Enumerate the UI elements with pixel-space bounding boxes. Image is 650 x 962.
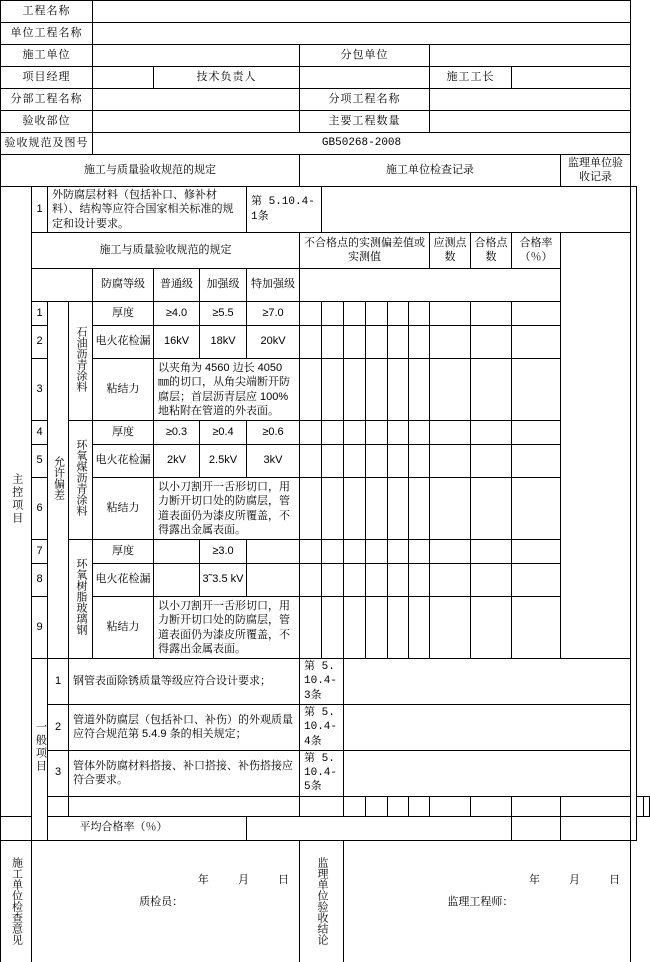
grid-cell[interactable]: [300, 597, 322, 659]
measure-row-1-item: 厚度: [93, 302, 154, 326]
measure-row-2-enhanced: 18kV: [200, 326, 247, 359]
grid-cell[interactable]: [344, 478, 366, 540]
measure-row-2-item: 电火花检漏: [93, 326, 154, 359]
measure-row-5-item: 电火花检漏: [93, 445, 154, 478]
measure-row-8-enhanced: 3˜3.5 kV: [200, 564, 247, 597]
grid-cell[interactable]: [430, 796, 471, 816]
pass-count-cell[interactable]: [471, 421, 512, 445]
pass-rate-cell[interactable]: [512, 359, 561, 421]
pass-count-cell[interactable]: [471, 326, 512, 359]
grade-head-record-blank[interactable]: [300, 269, 561, 302]
measure-row-1-enhanced: ≥5.5: [200, 302, 247, 326]
grid-cell[interactable]: [388, 326, 409, 359]
grid-cell[interactable]: [409, 540, 430, 564]
main-quantity-label: 主要工程数量: [300, 111, 430, 133]
grid-cell[interactable]: [300, 540, 322, 564]
pass-rate-cell[interactable]: [512, 445, 561, 478]
measure-row-4-no: 4: [32, 421, 48, 445]
general-row-3-text: 管体外防腐材料搭接、补口搭接、补伤搭接应符合要求。: [69, 750, 300, 796]
measure-row-1-extra: ≥7.0: [247, 302, 300, 326]
grid-cell[interactable]: [366, 302, 388, 326]
grid-cell[interactable]: [300, 302, 322, 326]
measure-row-7: [1, 540, 650, 564]
pass-count-cell[interactable]: [471, 540, 512, 564]
grid-cell[interactable]: [322, 597, 344, 659]
should-count-cell[interactable]: [430, 564, 471, 597]
measure-row-7-enhanced: ≥3.0: [200, 540, 247, 564]
col-head-spec-rules: 施工与质量验收规范的规定: [1, 155, 300, 187]
spec-code-value[interactable]: GB50268-2008: [93, 133, 631, 155]
measure-row-7-extra: [247, 540, 300, 564]
construction-date-month: 月: [237, 873, 249, 886]
grid-cell[interactable]: [409, 302, 430, 326]
measure-row-6: [1, 478, 650, 540]
measure-row-4: [1, 421, 650, 445]
average-rate-row: [1, 816, 650, 840]
material-cell-3: [69, 540, 93, 659]
acceptance-part-value[interactable]: [93, 111, 300, 133]
grid-cell[interactable]: [409, 445, 430, 478]
col-head-supervisor-record: 监理单位验收记录: [561, 155, 631, 187]
subdivision-name-value[interactable]: [430, 89, 631, 111]
section-title-main-text: 主控项目: [10, 473, 23, 526]
pass-rate-cell[interactable]: [512, 478, 561, 540]
should-count-cell[interactable]: [430, 540, 471, 564]
grid-cell[interactable]: [409, 564, 430, 597]
measure-row-9-no: 9: [32, 597, 48, 659]
average-rate-label: 平均合格率（％）: [1, 816, 247, 840]
grid-cell[interactable]: [344, 326, 366, 359]
project-name-value[interactable]: [93, 1, 631, 23]
should-count-cell[interactable]: [430, 326, 471, 359]
main-item-1-clause: 第 5.10.4-1条: [247, 187, 322, 233]
grid-cell[interactable]: [322, 445, 344, 478]
grid-cell[interactable]: [322, 359, 344, 421]
supervisor-spare-cell[interactable]: [643, 796, 649, 816]
general-row-3-no: 3: [48, 750, 69, 796]
grid-cell[interactable]: [366, 540, 388, 564]
unit-project-name-label: 单位工程名称: [1, 23, 93, 45]
construction-date-day: 日: [278, 873, 289, 886]
project-manager-label: 项目经理: [1, 67, 93, 89]
grade-head-row: [1, 269, 650, 302]
should-count-cell[interactable]: [430, 302, 471, 326]
should-count-cell[interactable]: [430, 445, 471, 478]
spare-no[interactable]: [48, 796, 69, 816]
general-row-1-clause: 第 5.10.4-3条: [300, 659, 344, 705]
section-title-main: [1, 187, 32, 817]
material-cell-2-text: 环氧煤沥青涂料: [75, 439, 87, 517]
measure-row-7-item: 厚度: [93, 540, 154, 564]
general-row-2-record[interactable]: [344, 704, 637, 750]
main-item-1-record[interactable]: [322, 187, 631, 233]
footer-row: [1, 840, 650, 962]
grid-cell[interactable]: [300, 564, 322, 597]
average-rate-supervisor-cell[interactable]: [512, 816, 561, 840]
measure-row-6-no: 6: [32, 478, 48, 540]
measure-row-6-description: 以小刀割开一舌形切口，用力断开切口处的防腐层，管道表面仍为漆皮所覆盖，不得露出金属表面。: [154, 478, 300, 540]
acceptance-part-label: 验收部位: [1, 111, 93, 133]
grid-cell[interactable]: [300, 421, 322, 445]
measure-row-8-no: 8: [32, 564, 48, 597]
tolerance-label-text: 允许偏差: [52, 455, 65, 500]
grid-cell[interactable]: [388, 421, 409, 445]
grid-cell[interactable]: [344, 540, 366, 564]
header-row-acceptance-part: [1, 111, 650, 133]
pass-rate-cell[interactable]: [512, 421, 561, 445]
grid-cell[interactable]: [366, 597, 388, 659]
measure-row-5-normal: 2kV: [154, 445, 200, 478]
pass-count-cell[interactable]: [471, 302, 512, 326]
grid-cell[interactable]: [322, 421, 344, 445]
average-rate-value[interactable]: [247, 816, 512, 840]
inspector-label: 质检员：: [139, 896, 184, 909]
pass-rate-cell[interactable]: [512, 326, 561, 359]
header-row-manager: [1, 67, 650, 89]
measure-row-2: [1, 326, 650, 359]
grid-cell[interactable]: [388, 796, 409, 816]
pass-count-cell[interactable]: [471, 445, 512, 478]
measure-row-1: [1, 302, 650, 326]
construction-unit-value[interactable]: [93, 45, 300, 67]
construction-unit-label: 施工单位: [1, 45, 93, 67]
grid-cell[interactable]: [471, 796, 512, 816]
grid-cell[interactable]: [300, 359, 322, 421]
general-row-1-text: 钢管表面除锈质量等级应符合设计要求；: [69, 659, 300, 705]
measure-row-6-item: 粘结力: [93, 478, 154, 540]
grid-cell[interactable]: [366, 478, 388, 540]
grade-head-normal: 普通级: [154, 269, 200, 302]
table-head-row: [1, 155, 650, 187]
material-cell-2: [69, 421, 93, 540]
general-row-1: [1, 659, 650, 705]
grid-cell[interactable]: [366, 564, 388, 597]
measure-row-4-extra: ≥0.6: [247, 421, 300, 445]
grid-cell[interactable]: [366, 359, 388, 421]
measure-row-9-description: 以小刀割开一舌形切口，用力断开切口处的防腐层，管道表面仍为漆皮所覆盖，不得露出金属表面。: [154, 597, 300, 659]
grade-head-extra: 特加强级: [247, 269, 300, 302]
grid-cell[interactable]: [409, 478, 430, 540]
grid-cell[interactable]: [322, 540, 344, 564]
grid-cell[interactable]: [409, 796, 430, 816]
unit-project-name-value[interactable]: [93, 23, 631, 45]
measure-row-8-item: 电火花检漏: [93, 564, 154, 597]
main-quantity-value[interactable]: [430, 111, 631, 133]
measure-row-4-normal: ≥0.3: [154, 421, 200, 445]
grid-cell[interactable]: [300, 326, 322, 359]
sub-head-spec-rules: 施工与质量验收规范的规定: [32, 233, 300, 269]
grid-cell[interactable]: [388, 478, 409, 540]
main-item-1-row: [1, 187, 650, 233]
measure-row-4-enhanced: ≥0.4: [200, 421, 247, 445]
section-title-general-text: 一般项目: [34, 721, 47, 774]
measure-row-5-extra: 3kV: [247, 445, 300, 478]
measure-row-2-extra: 20kV: [247, 326, 300, 359]
supervisor-date-day: 日: [609, 873, 621, 886]
project-manager-value[interactable]: [93, 67, 154, 89]
sub-head-row: [1, 233, 650, 269]
main-item-1-no: 1: [32, 187, 48, 233]
division-name-label: 分部工程名称: [1, 89, 93, 111]
sub-head-deviation: 不合格点的实测偏差值或实测值: [300, 233, 430, 269]
measure-row-1-normal: ≥4.0: [154, 302, 200, 326]
general-spare-row: [1, 796, 650, 816]
pass-count-cell[interactable]: [561, 796, 631, 816]
header-row-spec: [1, 133, 650, 155]
foreman-value[interactable]: [512, 67, 631, 89]
spare-text[interactable]: [69, 796, 300, 816]
general-row-1-record[interactable]: [344, 659, 637, 705]
measure-row-7-no: 7: [32, 540, 48, 564]
spare-clause[interactable]: [300, 796, 344, 816]
measure-row-5-no: 5: [32, 445, 48, 478]
grid-cell[interactable]: [388, 359, 409, 421]
supervisor-date-year: 年: [528, 873, 540, 886]
grid-cell[interactable]: [388, 302, 409, 326]
grid-cell[interactable]: [366, 796, 388, 816]
general-row-3-record[interactable]: [344, 750, 637, 796]
header-row-project-name: [1, 1, 650, 23]
construction-opinion-area[interactable]: [32, 840, 300, 962]
measure-row-3-item: 粘结力: [93, 359, 154, 421]
pass-rate-cell[interactable]: [512, 302, 561, 326]
measure-row-9: [1, 597, 650, 659]
measure-row-5: [1, 445, 650, 478]
grid-cell[interactable]: [344, 445, 366, 478]
grid-cell[interactable]: [388, 445, 409, 478]
should-count-cell[interactable]: [512, 796, 561, 816]
construction-opinion-label: [1, 840, 32, 962]
col-head-check-record: 施工单位检查记录: [300, 155, 561, 187]
subcontract-unit-value[interactable]: [430, 45, 631, 67]
main-item-1-text: 外防腐层材料（包括补口、修补材料）、结构等应符合国家相关标准的规定和设计要求。: [48, 187, 247, 233]
grid-cell[interactable]: [344, 564, 366, 597]
grid-cell[interactable]: [409, 597, 430, 659]
measure-row-8-normal: [154, 564, 200, 597]
supervisor-conclusion-label-text: 监理单位验收结论: [316, 856, 328, 945]
supervisor-date-month: 月: [569, 873, 581, 886]
material-cell-1: [69, 302, 93, 421]
measure-row-8: [1, 564, 650, 597]
header-row-division: [1, 89, 650, 111]
supervisor-engineer-label: 监理工程师：: [447, 896, 514, 909]
general-row-1-no: 1: [48, 659, 69, 705]
supervisor-date: [503, 874, 620, 888]
spec-code-label: 验收规范及图号: [1, 133, 93, 155]
grid-cell[interactable]: [322, 564, 344, 597]
pass-count-cell[interactable]: [471, 478, 512, 540]
construction-date: [172, 874, 289, 888]
measure-row-2-no: 2: [32, 326, 48, 359]
should-count-cell[interactable]: [430, 597, 471, 659]
measure-row-2-normal: 16kV: [154, 326, 200, 359]
grid-cell[interactable]: [344, 359, 366, 421]
sub-head-pass-rate: 合格率（％）: [512, 233, 561, 269]
grid-cell[interactable]: [300, 445, 322, 478]
should-count-cell[interactable]: [430, 421, 471, 445]
material-cell-3-text: 环氧树脂玻璃钢: [75, 558, 87, 636]
general-row-2-clause: 第 5.10.4-4条: [300, 704, 344, 750]
subcontract-unit-label: 分包单位: [300, 45, 430, 67]
general-row-2-no: 2: [48, 704, 69, 750]
measure-row-3-no: 3: [32, 359, 48, 421]
grid-cell[interactable]: [388, 564, 409, 597]
header-row-unit-project-name: [1, 23, 650, 45]
supervisor-conclusion-area[interactable]: [344, 840, 631, 962]
pass-count-cell[interactable]: [471, 359, 512, 421]
grid-cell[interactable]: [388, 540, 409, 564]
grid-cell[interactable]: [300, 478, 322, 540]
general-row-3-clause: 第 5.10.4-5条: [300, 750, 344, 796]
grade-head-spacer: [32, 269, 93, 302]
grade-head-corrosion: 防腐等级: [93, 269, 154, 302]
tech-lead-value[interactable]: [300, 67, 430, 89]
grid-cell[interactable]: [366, 326, 388, 359]
pass-count-cell[interactable]: [471, 564, 512, 597]
tolerance-label-cell: [48, 302, 69, 659]
grid-cell[interactable]: [366, 421, 388, 445]
foreman-label: 施工工长: [430, 67, 512, 89]
material-cell-1-text: 石油沥青涂料: [75, 325, 87, 392]
grid-cell[interactable]: [344, 302, 366, 326]
measure-row-7-normal: [154, 540, 200, 564]
measure-row-4-item: 厚度: [93, 421, 154, 445]
header-row-construction-unit: [1, 45, 650, 67]
grid-cell[interactable]: [322, 302, 344, 326]
grid-cell[interactable]: [344, 597, 366, 659]
should-count-cell[interactable]: [430, 478, 471, 540]
grid-cell[interactable]: [322, 326, 344, 359]
sub-head-pass-count: 合格点数: [471, 233, 512, 269]
measure-row-8-extra: [247, 564, 300, 597]
grid-cell[interactable]: [409, 421, 430, 445]
pass-count-cell[interactable]: [471, 597, 512, 659]
sub-head-should-count: 应测点数: [430, 233, 471, 269]
tech-lead-label: 技术负责人: [154, 67, 300, 89]
grade-head-enhanced: 加强级: [200, 269, 247, 302]
grid-cell[interactable]: [366, 445, 388, 478]
measure-row-3-description: 以夹角为 4560 边长 4050 ㎜的切口，从角尖端断开防腐层；首层沥青层应 100%地粘附在管道的外表面。: [154, 359, 300, 421]
measure-row-9-item: 粘结力: [93, 597, 154, 659]
grid-cell[interactable]: [409, 326, 430, 359]
grid-cell[interactable]: [388, 597, 409, 659]
measure-row-3: [1, 359, 650, 421]
pass-rate-cell[interactable]: [512, 597, 561, 659]
section-title-general: [32, 659, 48, 841]
project-name-label: 工程名称: [1, 1, 93, 23]
grid-cell[interactable]: [322, 478, 344, 540]
should-count-cell[interactable]: [430, 359, 471, 421]
general-row-3: [1, 750, 650, 796]
construction-opinion-label-text: 施工单位检查意见: [10, 856, 23, 945]
measure-row-5-enhanced: 2.5kV: [200, 445, 247, 478]
division-name-value[interactable]: [93, 89, 300, 111]
subdivision-name-label: 分项工程名称: [300, 89, 430, 111]
supervisor-conclusion-label: [300, 840, 344, 962]
general-row-2: [1, 704, 650, 750]
grid-cell[interactable]: [344, 421, 366, 445]
grid-cell[interactable]: [344, 796, 366, 816]
measure-row-1-no: 1: [32, 302, 48, 326]
grid-cell[interactable]: [409, 359, 430, 421]
pass-rate-cell[interactable]: [512, 564, 561, 597]
pass-rate-cell[interactable]: [512, 540, 561, 564]
general-row-2-text: 管道外防腐层（包括补口、补伤）的外观质量应符合规范第 5.4.9 条的相关规定；: [69, 704, 300, 750]
construction-date-year: 年: [197, 873, 209, 886]
